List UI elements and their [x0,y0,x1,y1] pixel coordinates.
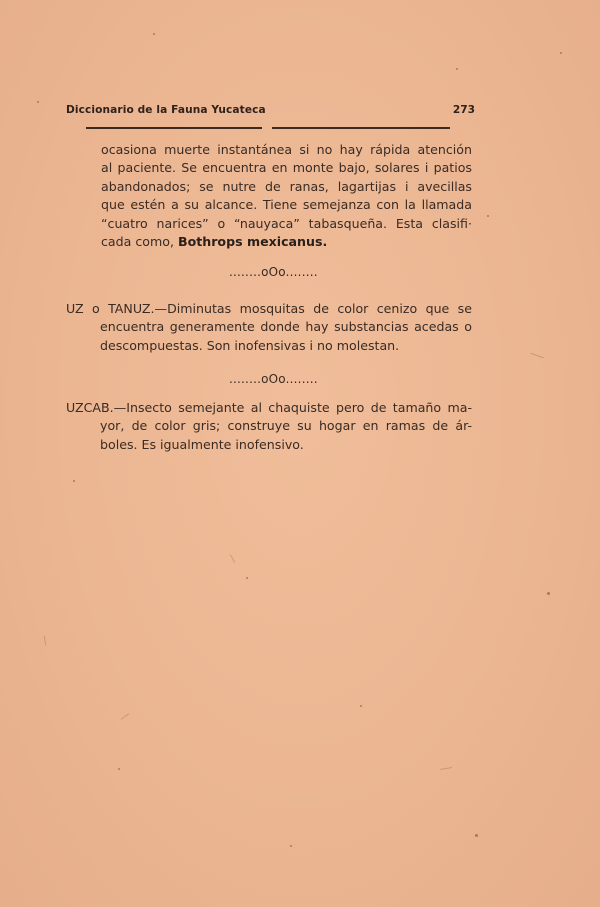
paper-speck [487,215,489,217]
text-line: ocasiona muerte instantánea si no hay rápida atención [101,142,472,157]
paper-speck [118,768,120,770]
entry-uz [66,300,472,355]
section-separator: ........oOo........ [229,372,318,386]
text-line: boles. Es igualmente inofensivo. [100,436,304,452]
text-line: “cuatro narices” o “nauyaca” tabasqueña. Esta clasifi· [101,215,472,231]
paper-speck [73,480,75,482]
paper-speck [547,592,550,595]
header-rule-left [86,127,262,129]
paper-speck [153,33,155,35]
text-line: yor, de color gris; construye su hogar en ramas de ár- [100,418,472,434]
paper-speck [37,101,39,103]
paper-speck [560,52,562,54]
header-rule-right [272,127,450,129]
scientific-name: Bothrops mexicanus. [177,234,328,250]
paper-speck [456,68,458,70]
text-line: descompuestas. Son inofensivas i no molestan. [100,337,400,353]
section-separator: ........oOo........ [229,265,318,279]
running-header [66,104,475,122]
text-line: encuentra generamente donde hay substancias acedas o [100,319,472,335]
header-title: Diccionario de la Fauna Yucateca [66,104,266,116]
text-line: UZ o TANUZ.—Diminutas mosquitas de color cenizo que se [66,301,472,316]
text-line-last [101,233,472,251]
text-line: que estén a su alcance. Tiene semejanza con la llamada [101,197,472,213]
text-line: UZCAB.—Insecto semejante al chaquiste pero de tamaño ma- [66,400,472,415]
paper-speck [360,705,362,707]
page-number: 273 [452,104,475,116]
paragraph-continuation [101,141,472,251]
text-line: abandonados; se nutre de ranas, lagartijas i avecillas [101,178,472,194]
paper-speck [246,577,248,579]
entry-uzcab [66,399,472,454]
text-fragment: cada como, [101,234,174,250]
paper-speck [290,845,292,847]
paper-speck [475,834,478,837]
text-line: al paciente. Se encuentra en monte bajo, solares i patios [101,160,472,176]
